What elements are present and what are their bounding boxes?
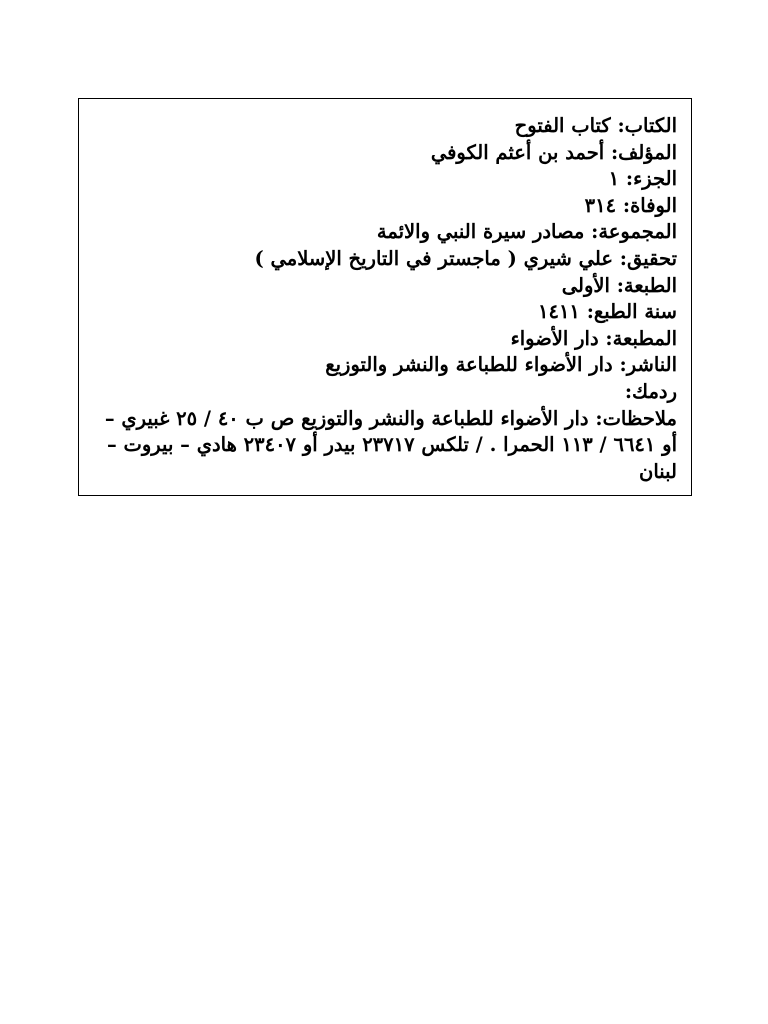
- isbn-line: ردمك:: [624, 379, 677, 403]
- notes-paragraph: ملاحظات: دار الأضواء للطباعة والنشر والتوزيع ص ب ٤٠ / ٢٥ غبيري – أو ٦٦٤١ / ١١٣ الحمرا . / تلكس ٢٣٧١٧ بيدر أو ٢٣٤٠٧ هادي – بيروت – لبنان: [104, 406, 677, 483]
- book-title-line: الكتاب: كتاب الفتوح: [514, 114, 677, 137]
- editor-line: تحقيق: علي شيري ( ماجستر في التاريخ الإسلامي ): [254, 246, 677, 270]
- death-year-line: الوفاة: ٣١٤: [584, 193, 677, 217]
- print-year-line: سنة الطبع: ١٤١١: [538, 300, 677, 324]
- collection-line: المجموعة: مصادر سيرة النبي والائمة: [376, 220, 677, 244]
- edition-line: الطبعة: الأولى: [561, 273, 677, 297]
- book-metadata-card: [78, 98, 692, 496]
- volume-line: الجزء: ١: [608, 167, 677, 191]
- author-line: المؤلف: أحمد بن أعثم الكوفي: [430, 140, 677, 164]
- publisher-line: الناشر: دار الأضواء للطباعة والنشر والتوزيع: [325, 353, 677, 377]
- press-line: المطبعة: دار الأضواء: [510, 326, 677, 350]
